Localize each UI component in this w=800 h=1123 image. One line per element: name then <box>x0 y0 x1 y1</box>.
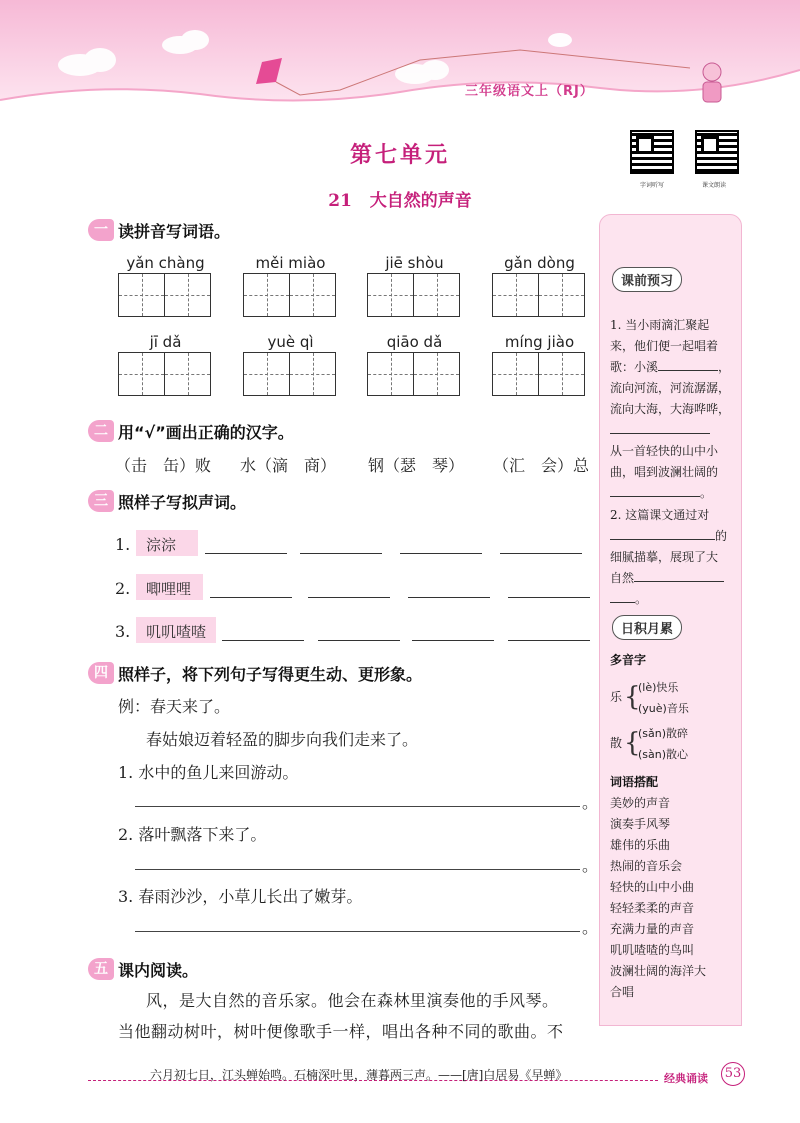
answer-blank[interactable] <box>205 552 287 554</box>
phrase-item: 雄伟的乐曲 <box>610 838 671 852</box>
section-title-4: 照样子，将下列句子写得更生动、更形象。 <box>118 665 423 684</box>
preview-heading: 课前预习 <box>612 267 682 292</box>
section-badge-4: 四 <box>88 662 114 684</box>
polyphone-title: 多音字 <box>610 653 647 667</box>
pinyin-3: jiē shòu <box>385 254 444 272</box>
reading-passage-line-2: 当他翻动树叶，树叶便像歌手一样，唱出各种不同的歌曲。不 <box>118 1022 564 1041</box>
phrase-item: 热闹的音乐会 <box>610 859 683 873</box>
rewrite-answer-line[interactable] <box>135 869 580 870</box>
writing-box[interactable] <box>367 352 460 396</box>
phrase-item: 波澜壮阔的海洋大 <box>610 964 707 978</box>
writing-box[interactable] <box>118 352 211 396</box>
onomatopoeia-num: 2. <box>115 579 131 598</box>
period-mark: 。 <box>582 918 599 937</box>
onomatopoeia-num: 1. <box>115 535 131 554</box>
answer-blank[interactable] <box>400 552 482 554</box>
section-title-3: 照样子写拟声词。 <box>118 493 247 512</box>
rewrite-item-3: 3. 春雨沙沙，小草儿长出了嫩芽。 <box>118 887 363 906</box>
phrases-title: 词语搭配 <box>610 775 659 789</box>
period-mark: 。 <box>582 793 599 812</box>
phrase-item: 美妙的声音 <box>610 796 671 810</box>
answer-blank[interactable] <box>222 639 304 641</box>
pinyin-2: měi miào <box>255 254 326 272</box>
phrase-item: 叽叽喳喳的鸟叫 <box>610 943 695 957</box>
polyphone-san: 散 { (sǎn)散碎 (sàn)散心 <box>610 727 689 761</box>
phrase-item: 轻快的山中小曲 <box>610 880 695 894</box>
rewrite-item-2: 2. 落叶飘落下来了。 <box>118 825 267 844</box>
grade-label: 三年级语文上（RJ） <box>465 84 594 99</box>
accumulation-heading: 日积月累 <box>612 615 682 640</box>
section-title-5: 课内阅读。 <box>118 961 199 980</box>
section-badge-1: 一 <box>88 219 114 241</box>
answer-blank[interactable] <box>412 639 494 641</box>
pinyin-6: yuè qì <box>267 333 314 351</box>
phrase-item: 合唱 <box>610 985 635 999</box>
lesson-number: 21 <box>328 191 352 211</box>
pinyin-7: qiāo dǎ <box>386 333 443 351</box>
period-mark: 。 <box>582 856 599 875</box>
answer-blank[interactable] <box>308 596 390 598</box>
unit-title: 第七单元 <box>349 142 450 168</box>
preview-blank[interactable] <box>610 433 710 434</box>
preview-blank[interactable] <box>610 602 635 603</box>
preview-question-1: 1. 当小雨滴汇聚起 来，他们便一起唱着 歌：小溪 ， 流向河流，河流潺潺， 流向大海，大海哗哗， 从一首轻快的山中小 曲，唱到波澜壮阔的 。 <box>610 318 731 500</box>
pinyin-8: míng jiào <box>504 333 575 351</box>
qr-label-reading: 课文朗读 <box>702 182 727 189</box>
preview-blank[interactable] <box>634 581 724 582</box>
answer-blank[interactable] <box>210 596 292 598</box>
preview-blank[interactable] <box>610 539 715 540</box>
section-badge-5: 五 <box>88 958 114 980</box>
rewrite-answer-line[interactable] <box>135 931 580 932</box>
section-badge-2: 二 <box>88 420 114 442</box>
writing-box[interactable] <box>243 273 336 317</box>
answer-blank[interactable] <box>408 596 490 598</box>
pinyin-5: jī dǎ <box>149 333 182 351</box>
phrase-item: 演奏手风琴 <box>610 817 671 831</box>
answer-blank[interactable] <box>500 552 582 554</box>
phrase-item: 轻轻柔柔的声音 <box>610 901 695 915</box>
header-cloud-decoration <box>0 0 800 120</box>
preview-question-2: 2. 这篇课文通过对 的 细腻描摹，展现了大 自然 。 <box>610 508 728 606</box>
onomatopoeia-sample: 叽叽喳喳 <box>136 617 216 643</box>
reading-passage-line-1: 风，是大自然的音乐家。他会在森林里演奏他的手风琴。 <box>146 991 559 1010</box>
qr-label-dictation: 字词听写 <box>640 182 665 189</box>
page-header-banner <box>0 0 800 120</box>
writing-box[interactable] <box>492 273 585 317</box>
preview-blank[interactable] <box>610 496 700 497</box>
char-choice-1[interactable]: （击 缶）败 <box>115 456 212 475</box>
writing-box[interactable] <box>243 352 336 396</box>
answer-blank[interactable] <box>508 596 590 598</box>
answer-blank[interactable] <box>508 639 590 641</box>
section-badge-3: 三 <box>88 490 114 512</box>
writing-box[interactable] <box>118 273 211 317</box>
answer-blank[interactable] <box>300 552 382 554</box>
phrase-list <box>610 793 738 1003</box>
example-answer: 春姑娘迈着轻盈的脚步向我们走来了。 <box>146 730 419 749</box>
footer-poem-quote: 六月初七日，江头蝉始鸣。石楠深叶里，薄暮两三声。——[唐]白居易《早蝉》 <box>150 1068 568 1082</box>
char-choice-4[interactable]: （汇 会）总 <box>493 456 590 475</box>
preview-blank[interactable] <box>658 370 718 371</box>
writing-box[interactable] <box>367 273 460 317</box>
lesson-title <box>0 186 800 211</box>
char-choice-2[interactable]: 水（滴 商） <box>240 456 337 475</box>
onomatopoeia-sample: 唧哩哩 <box>136 574 203 600</box>
rewrite-answer-line[interactable] <box>135 806 580 807</box>
sidebar-panel <box>599 214 742 1026</box>
example-label: 例：春天来了。 <box>118 697 231 716</box>
polyphone-yue: 乐 { (lè)快乐 (yuè)音乐 <box>610 681 689 715</box>
phrase-item: 充满力量的声音 <box>610 922 695 936</box>
pinyin-1: yǎn chàng <box>126 254 205 272</box>
writing-box[interactable] <box>492 352 585 396</box>
rewrite-item-1: 1. 水中的鱼儿来回游动。 <box>118 763 299 782</box>
section-title-2: 用“√”画出正确的汉字。 <box>118 423 294 442</box>
lesson-name: 大自然的声音 <box>369 191 472 211</box>
footer-tag: 经典诵读 <box>664 1072 708 1085</box>
char-choice-3[interactable]: 钢（瑟 琴） <box>368 456 465 475</box>
onomatopoeia-sample: 淙淙 <box>136 530 198 556</box>
answer-blank[interactable] <box>318 639 400 641</box>
onomatopoeia-num: 3. <box>115 622 131 641</box>
page-number: 53 <box>721 1062 745 1086</box>
section-title-1: 读拼音写词语。 <box>118 222 231 241</box>
pinyin-4: gǎn dòng <box>504 254 575 272</box>
